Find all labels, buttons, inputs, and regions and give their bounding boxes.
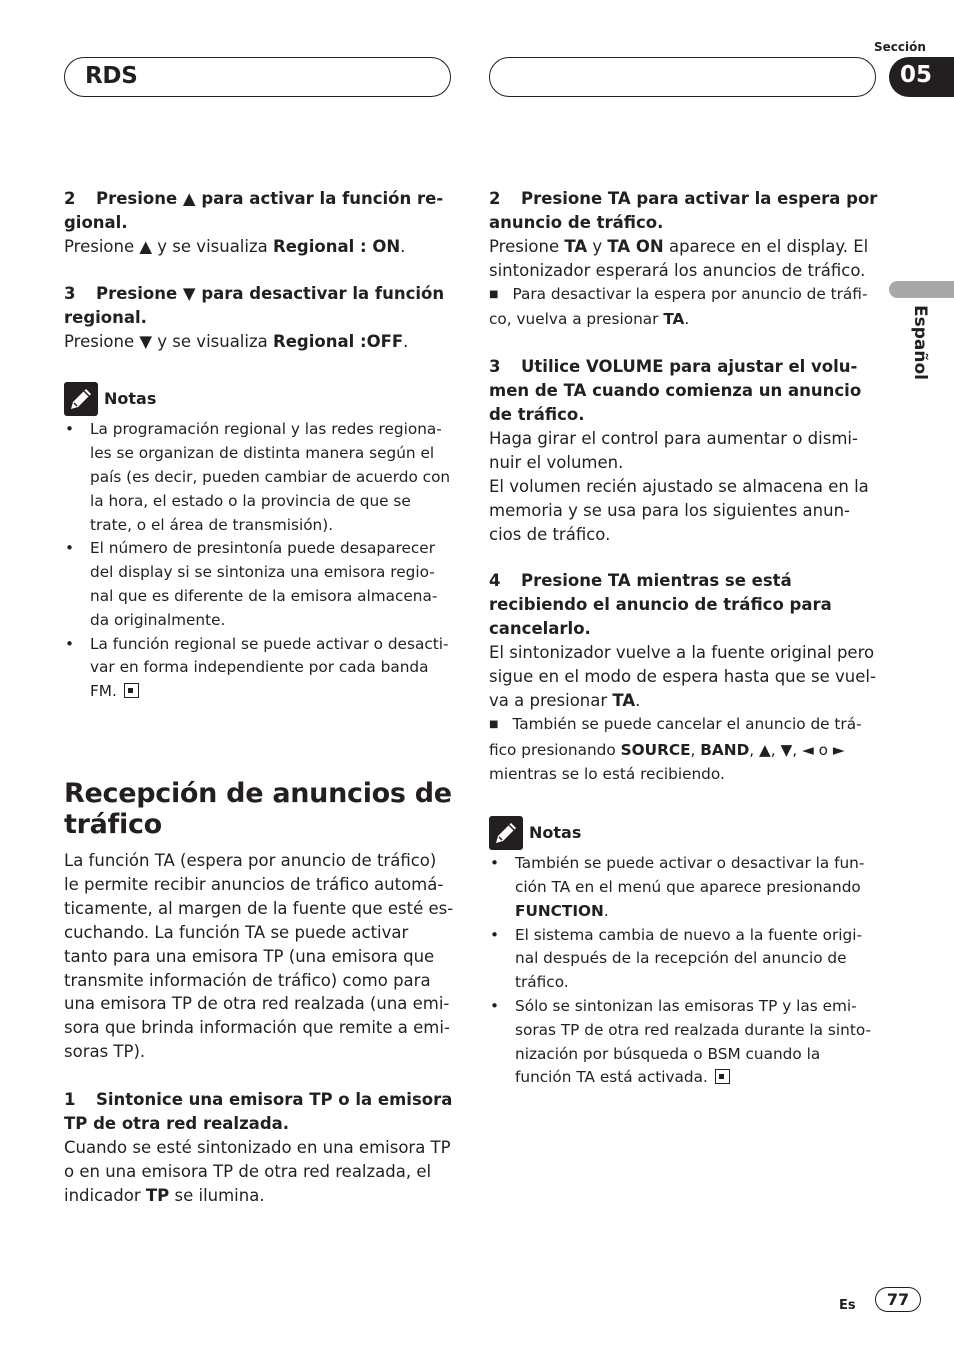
step-text: . xyxy=(635,691,641,710)
notes-label: Notas xyxy=(529,823,582,843)
note-text: La función regional se puede activar o desacti-var en forma independiente por cada banda FM. xyxy=(90,634,449,701)
note-item: • También se puede activar o desactivar la fun-ción TA en el menú que aparece presionando FUNCTION. xyxy=(490,854,865,920)
square-bullet-icon: ■ xyxy=(489,718,499,730)
notes-label: Notas xyxy=(104,389,157,409)
step-subnote xyxy=(489,713,879,786)
note-text: La programación regional y las redes regiona-les se organizan de distinta manera según el país (es decir, pueden cambiar de acuerdo con la hora, el estado o la provincia de que se trate, o el área de transmisión). xyxy=(90,420,451,534)
notes-list xyxy=(64,418,456,704)
language-tab-bar xyxy=(889,281,954,298)
step-heading xyxy=(64,1088,456,1136)
step-text: Cuando se esté sintonizado en una emisora TP o en una emisora TP de otra red realzada, el indicador xyxy=(64,1137,451,1205)
step-text: Presione ▲ y se visualiza xyxy=(64,236,273,256)
step-heading xyxy=(64,282,456,330)
step-heading xyxy=(64,187,456,235)
header-left-pill xyxy=(64,57,451,97)
step-body xyxy=(489,641,879,713)
note-item: • La función regional se puede activar o desacti-var en forma independiente por cada banda FM. xyxy=(65,634,449,701)
note-text: También se puede activar o desactivar la fun-ción TA en el menú que aparece presionando xyxy=(515,854,865,897)
key-text: BAND xyxy=(700,740,750,759)
notes-pencil-icon xyxy=(489,816,523,850)
subnote-text: . xyxy=(684,310,690,329)
step-text: se ilumina. xyxy=(169,1185,265,1205)
note-item: • El sistema cambia de nuevo a la fuente origi-nal después de la recepción del anuncio de tráfico. xyxy=(490,925,863,992)
subnote-text: Para desactivar la espera por anuncio de tráfi-co, vuelva a presionar xyxy=(489,284,868,329)
step-number: 4 xyxy=(489,571,501,591)
step-text: Presione xyxy=(489,236,565,256)
step-text: Presione ▼ y se visualiza xyxy=(64,331,273,351)
section-title: Recepción de anuncios de tráfico xyxy=(64,778,452,840)
note-text: El número de presintonía puede desaparecer del display si se sintoniza una emisora regio-nal que es diferente de la emisora almacena-da originalmente. xyxy=(90,539,438,629)
notes-list xyxy=(489,852,879,1090)
subnote-text: , ▲, ▼, ◄ o ► mientras se lo está recibiendo. xyxy=(489,740,845,783)
step-number: 2 xyxy=(489,189,501,208)
note-text: Sólo se sintonizan las emisoras TP y las emi-soras TP de otra red realzada durante la sinto-nización por búsqueda o BSM cuando la función TA está activada. xyxy=(515,997,871,1087)
display-text: TA ON xyxy=(607,236,664,256)
step-title: Sintonice una emisora TP o la emisora TP de otra red realzada. xyxy=(64,1090,453,1134)
step-text: y xyxy=(587,236,608,256)
end-mark-icon xyxy=(124,683,139,698)
step-title: Presione TA para activar la espera por anuncio de tráfico. xyxy=(489,189,878,232)
step-number: 2 xyxy=(64,189,76,208)
step-body xyxy=(64,235,456,259)
step-title: Presione ▼ para desactivar la función regional. xyxy=(64,283,445,327)
step-title: Presione ▲ para activar la función re-gional. xyxy=(64,189,444,232)
step-heading xyxy=(489,187,879,235)
step-body xyxy=(64,1136,456,1208)
notes-pencil-icon xyxy=(64,382,98,416)
header-right-pill xyxy=(489,57,876,97)
key-text: SOURCE xyxy=(620,740,691,759)
note-text: El sistema cambia de nuevo a la fuente origi-nal después de la recepción del anuncio de tráfico. xyxy=(515,925,863,992)
page-number: 77 xyxy=(875,1287,921,1312)
note-item: • Sólo se sintonizan las emisoras TP y las emi-soras TP de otra red realzada durante la sinto-nización por búsqueda o BSM cuando la función TA está activada. xyxy=(490,997,871,1087)
notes-heading xyxy=(489,816,879,850)
step-body: Haga girar el control para aumentar o dismi-nuir el volumen. xyxy=(489,428,858,472)
section-number-badge: 05 xyxy=(889,57,954,97)
step-body xyxy=(64,330,456,354)
language-tab-label: Español xyxy=(910,305,930,380)
key-text: FUNCTION xyxy=(515,901,604,920)
right-column xyxy=(489,187,879,1090)
language-tab xyxy=(912,305,932,405)
square-bullet-icon: ■ xyxy=(489,288,499,300)
key-text: TA xyxy=(564,236,588,256)
subnote-text: , xyxy=(690,740,701,759)
step-number: 3 xyxy=(489,357,501,377)
step-number: 1 xyxy=(64,1090,76,1110)
section-label: Sección xyxy=(874,40,926,54)
key-text: TA xyxy=(612,691,636,710)
footer-language-code: Es xyxy=(839,1298,856,1313)
step-heading xyxy=(489,569,879,641)
note-item: • La programación regional y las redes regiona-les se organizan de distinta manera según el país (es decir, pueden cambiar de acuerdo con la hora, el estado o la provincia de que se trate, o el área de transmisión). xyxy=(65,420,451,534)
subnote-text: También se puede cancelar el anuncio de trá-fico presionando xyxy=(489,714,862,759)
notes-heading xyxy=(64,382,456,416)
step-text: aparece en el display. El sintonizador esperará los anuncios de tráfico. xyxy=(489,236,869,280)
step-number: 3 xyxy=(64,283,76,303)
step-text: . xyxy=(403,331,409,351)
section-header-title: RDS xyxy=(85,63,138,89)
step-heading xyxy=(489,355,879,427)
display-text: Regional : ON xyxy=(273,236,401,256)
step-body xyxy=(489,235,879,283)
step-text: El sintonizador vuelve a la fuente original pero sigue en el modo de espera hasta que se vuel-va a presionar xyxy=(489,643,876,710)
step-title: Utilice VOLUME para ajustar el volu-men de TA cuando comienza un anuncio de tráfico. xyxy=(489,357,862,425)
note-item: • El número de presintonía puede desaparecer del display si se sintoniza una emisora regio-nal que es diferente de la emisora almacena-da originalmente. xyxy=(65,539,438,629)
step-title: Presione TA mientras se está recibiendo el anuncio de tráfico para cancelarlo. xyxy=(489,571,832,639)
intro-paragraph: La función TA (espera por anuncio de tráfico) le permite recibir anuncios de tráfico automá-ticamente, al margen de la fuente que esté es-cuchando. La función TA se puede activar tanto para una emisora TP (una emisora que transmite información de tráfico) como para una emisora TP de otra red realzada (una emi-sora que brinda información que remite a emi-soras TP). xyxy=(64,851,454,1062)
step-text: . xyxy=(400,236,406,256)
display-text: TP xyxy=(145,1185,170,1205)
key-text: TA xyxy=(663,310,685,329)
left-column xyxy=(64,187,456,1208)
display-text: Regional :OFF xyxy=(273,331,404,351)
note-text: . xyxy=(603,901,609,920)
step-body: El volumen recién ajustado se almacena en la memoria y se usa para los siguientes anun-cios de tráfico. xyxy=(489,476,869,544)
end-mark-icon xyxy=(715,1069,730,1084)
step-subnote xyxy=(489,283,879,333)
